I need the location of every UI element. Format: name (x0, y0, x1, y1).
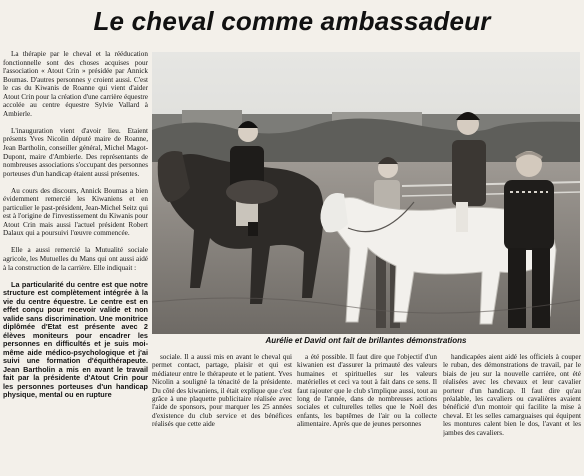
photo-horses-riders (152, 52, 580, 334)
article-column-1 (152, 353, 292, 473)
photo-caption: Aurélie et David ont fait de brillantes démonstrations (265, 336, 467, 345)
paragraph-inauguration: L'inauguration vient d'avoir lieu. Etaient présents Yves Nicolin député maire de Roanne, Jean Bartholin, conseiller général, Michel Magot-Dupont, maire d'Ambierle. Des représentants de nombreuses associations s'occupant des personnes porteuses d'un handicap étaient aussi présentes. (3, 126, 148, 178)
paragraph-speeches: Au cours des discours, Annick Boumas a bien évidemment remercié les Kiwaniens et en particulier le past-président, Jean-Michel Seitz qui est à l'origine de l'investissement du Kiwanis pour Atout Crin mais aussi l'actuel président Robert Dalaux qui a poursuivi l'œuvre commencée. (3, 186, 148, 238)
headline: Le cheval comme ambassadeur (93, 6, 491, 36)
article-left-column (3, 50, 148, 472)
article-column-3 (443, 353, 581, 473)
column-text: sociale. Il a aussi mis en avant le cheval qui permet contact, partage, plaisir et qui est médiateur entre le thérapeute et le patient. Yves Nicolin a souligné la ténacité de la présidente. Du côté des kiwaniens, il était explique que c'est grâce à une plaquette publicitaire réalisée avec l'aide de sponsors, pour marquer les 25 années d'existence du club service et des bénéfices réalisés que cette aide (152, 353, 292, 429)
paragraph-quote: La particularité du centre est que notre structure est complètement intégrée à la vie du centre équestre. Le centre est en effet conçu pour recevoir valide et non valide sans discrimination. Une monitrice diplômée d'Etat est présente avec 2 élèves moniteurs pour encadrer les personnes en difficultés et je suis moi-même aide médico-psychologique et j'ai suivi une formation d'équithérapeute. Jean Bartholin a mis en avant le travail fait par la présidente d'Atout Crin pour les personnes porteuses d'un handicap physique, mental ou en rupture (3, 279, 148, 400)
article-column-2 (297, 353, 437, 473)
paragraph-thanks: Elle a aussi remercié la Mutualité sociale agricole, les Mutuelles du Mans qui ont aussi aidé à la construction de la carrière. Elle indiquait : (3, 246, 148, 272)
column-text: a été possible. Il faut dire que l'objectif d'un kiwanien est d'assurer la primauté des valeurs humaines et spirituelles sur les valeurs matérielles et ceci va tout à fait dans ce sens. Il faut rajouter que le club s'implique aussi, tout au long de l'année, dans de nombreuses actions sociales et culturelles telles que le Noël des enfants, les baptêmes de l'air ou la collecte alimentaire. Après que de jeunes personnes (297, 353, 437, 429)
column-text: handicapées aient aidé les officiels à couper le ruban, des démonstrations de travail, par le biais de jeu sur la nouvelle carrière, ont été réalisées avec les chevaux et leur cavalier porteur d'un handicap. Il faut dire qu'au préalable, les cavaliers ou cavalières avaient bénéficié d'un montoir qui facilite la mise à cheval. Et les selles camarguaises qui équipent les montures calent bien le dos, l'avant et les jambes des cavaliers. (443, 353, 581, 437)
paragraph-intro: La thérapie par le cheval et la rééducation fonctionnelle sont des choses acquises pour l'association « Atout Crin » présidée par Annick Boumas. D'autres personnes y croient aussi. C'est le cas du Kiwanis de Roanne qui vient d'aider Atout Crin pour la création d'une carrière équestre accolée au centre équestre Sylvie Vallard à Ambierle. (3, 50, 148, 118)
